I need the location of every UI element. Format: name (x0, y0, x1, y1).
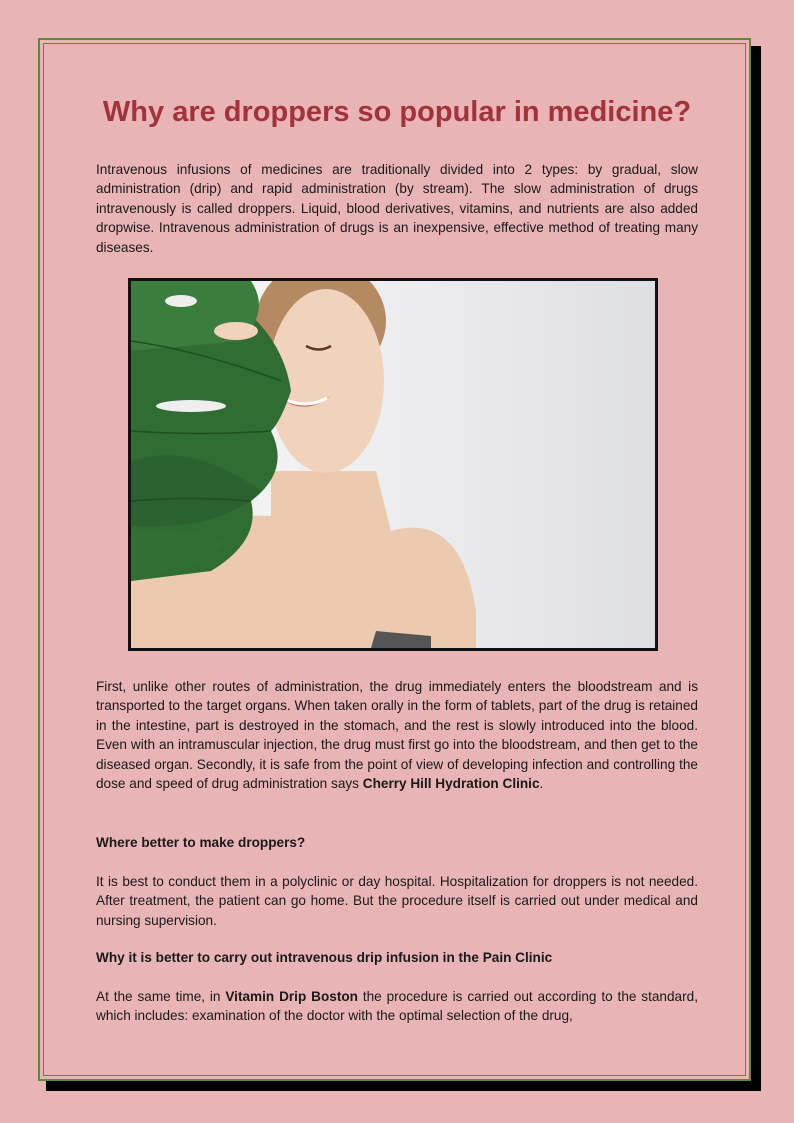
paragraph-benefits-text: First, unlike other routes of administration, the drug immediately enters the bloodstream and is transported to the target organs. When taken orally in the form of tablets, part of the drug is retained in the intestine, part is destroyed in the stomach, and the rest is slowly introduced into the blood. Even with an intramuscular injection, the drug must first go into the bloodstream, and then get to the diseased organ. Secondly, it is safe from the point of view of developing infection and controlling the dose and speed of drug administration says (96, 679, 698, 792)
paragraph-benefits-end: . (539, 776, 544, 792)
clinic-link[interactable]: Cherry Hill Hydration Clinic (362, 776, 540, 792)
paragraph-standard (96, 987, 698, 1026)
paragraph-benefits (96, 677, 698, 793)
intro-paragraph: Intravenous infusions of medicines are traditionally divided into 2 types: by gradual, slow administration (drip) and rapid administration (by stream). The slow administration of drugs intravenously is called droppers. Liquid, blood derivatives, vitamins, and nutrients are also added dropwise. Intravenous administration of drugs is an inexpensive, effective method of treating many diseases. (96, 162, 698, 255)
paragraph-standard-start: At the same time, in (96, 989, 226, 1004)
woman-with-monstera-leaf-photo (128, 278, 658, 651)
section-heading-where: Where better to make droppers? (96, 835, 306, 850)
photo-illustration (131, 281, 655, 648)
vitamin-drip-link[interactable]: Vitamin Drip Boston (225, 989, 358, 1004)
page-title: Why are droppers so popular in medicine? (102, 96, 692, 128)
paragraph-standard-text: the procedure is carried out according to the standard, which includes: examination of the doctor with the optimal selection of the drug, (96, 989, 698, 1024)
section-heading-pain-clinic: Why it is better to carry out intravenous drip infusion in the Pain Clinic (96, 950, 553, 965)
paragraph-where: It is best to conduct them in a polyclinic or day hospital. Hospitalization for droppers is not needed. After treatment, the patient can go home. But the procedure itself is carried out under medical and nursing supervision. (96, 874, 698, 928)
